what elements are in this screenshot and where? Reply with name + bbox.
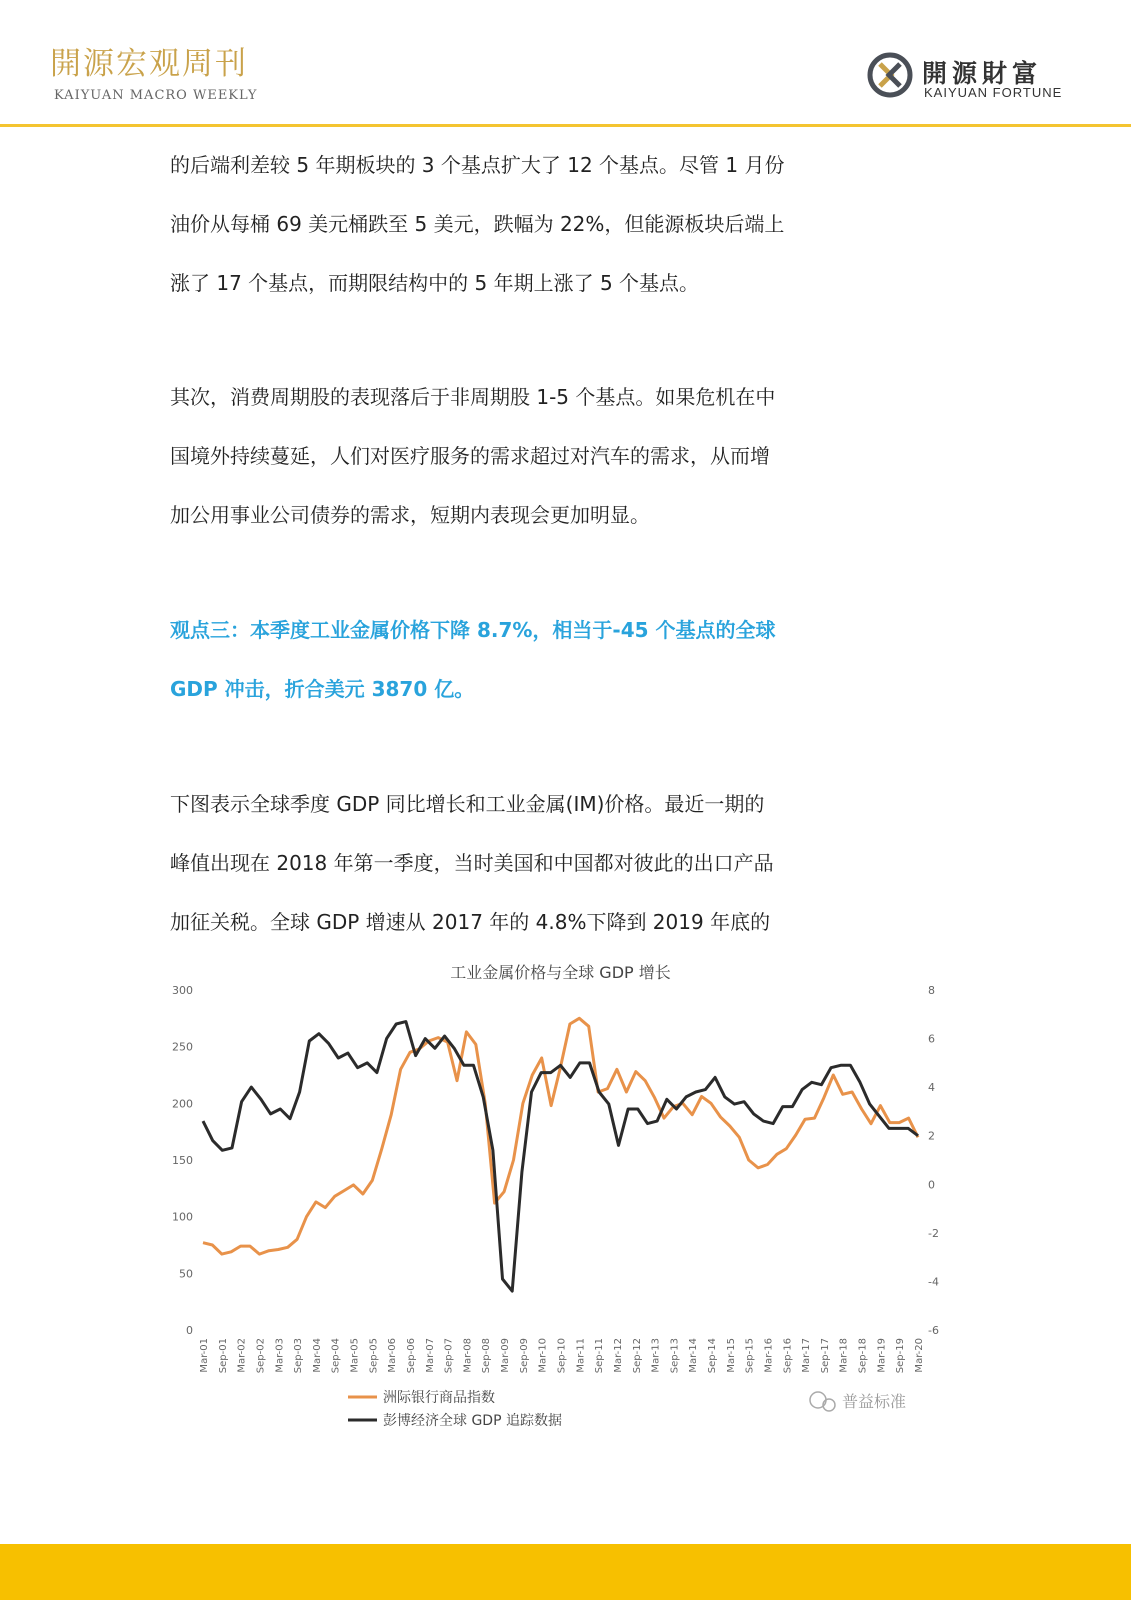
- x-tick-label: Sep-16: [782, 1338, 794, 1374]
- paragraph-line: 的后端利差较 5 年期板块的 3 个基点扩大了 12 个基点。尽管 1 月份: [170, 153, 785, 177]
- x-tick-label: Mar-05: [349, 1338, 361, 1373]
- page-header: [0, 0, 1131, 126]
- x-tick-label: Sep-05: [368, 1338, 380, 1374]
- x-tick-label: Mar-19: [876, 1338, 888, 1373]
- x-tick-label: Sep-01: [217, 1338, 229, 1374]
- x-tick-label: Sep-04: [330, 1338, 342, 1374]
- x-tick-label: Mar-15: [725, 1338, 737, 1373]
- paragraph-line: GDP 冲击，折合美元 3870 亿。: [170, 677, 475, 701]
- brand-name-en: KAIYUAN FORTUNE: [924, 85, 1063, 100]
- paragraph-line: 观点三：本季度工业金属价格下降 8.7%，相当于-45 个基点的全球: [170, 618, 776, 642]
- paragraph-line: 国境外持续蔓延，人们对医疗服务的需求超过对汽车的需求，从而增: [170, 444, 770, 468]
- x-tick-label: Sep-14: [707, 1338, 719, 1374]
- brand-logo: [867, 52, 1092, 102]
- x-tick-label: Mar-18: [838, 1338, 850, 1373]
- series-line: [203, 1018, 918, 1254]
- x-tick-label: Sep-13: [669, 1338, 681, 1374]
- brand-mark-icon: [867, 52, 913, 98]
- y-right-tick-label: 8: [928, 984, 935, 997]
- x-tick-label: Mar-16: [763, 1338, 775, 1373]
- x-tick-label: Sep-18: [857, 1338, 869, 1374]
- x-tick-label: Sep-10: [556, 1338, 568, 1374]
- body-paragraph: [170, 136, 957, 313]
- x-tick-label: Mar-12: [612, 1338, 624, 1373]
- body-paragraph: [170, 775, 957, 952]
- y-right-tick-label: 4: [928, 1081, 935, 1095]
- paragraph-line: 油价从每桶 69 美元桶跌至 5 美元，跌幅为 22%，但能源板块后端上: [170, 212, 785, 236]
- y-left-tick-label: 250: [172, 1040, 193, 1054]
- x-tick-label: Sep-07: [443, 1338, 455, 1374]
- watermark-text: 普益标准: [842, 1392, 907, 1411]
- y-left-tick-label: 300: [172, 984, 193, 997]
- y-right-tick-label: -2: [928, 1226, 939, 1240]
- x-tick-label: Sep-17: [819, 1338, 831, 1374]
- y-right-tick-label: -4: [928, 1275, 939, 1289]
- y-right-tick-label: 6: [928, 1032, 935, 1046]
- chart-canvas: [170, 960, 960, 1460]
- x-tick-label: Sep-09: [518, 1338, 530, 1374]
- publication-subtitle: KAIYUAN MACRO WEEKLY: [54, 88, 258, 103]
- paragraph-line: 涨了 17 个基点，而期限结构中的 5 年期上涨了 5 个基点。: [170, 271, 700, 295]
- y-left-tick-label: 0: [186, 1324, 193, 1337]
- x-tick-label: Mar-07: [424, 1338, 436, 1373]
- y-left-tick-label: 150: [172, 1154, 193, 1167]
- x-tick-label: Sep-02: [255, 1338, 267, 1374]
- y-right-tick-label: -6: [928, 1324, 939, 1337]
- x-tick-label: Mar-10: [537, 1338, 549, 1373]
- paragraph-line: 其次，消费周期股的表现落后于非周期股 1-5 个基点。如果危机在中: [170, 385, 776, 409]
- brand-name-cn: 開源財富: [922, 59, 1043, 88]
- y-right-tick-label: 2: [928, 1129, 935, 1143]
- x-tick-label: Mar-08: [462, 1338, 474, 1373]
- publication-title: 開源宏观周刊: [50, 46, 248, 82]
- x-tick-label: Mar-17: [801, 1338, 813, 1373]
- x-tick-label: Mar-11: [575, 1338, 587, 1373]
- metals-gdp-chart: [170, 960, 960, 1460]
- x-tick-label: Sep-19: [895, 1338, 907, 1374]
- x-tick-label: Mar-13: [650, 1338, 662, 1373]
- x-tick-label: Sep-11: [594, 1338, 606, 1374]
- x-tick-label: Sep-15: [744, 1338, 756, 1374]
- chart-title: 工业金属价格与全球 GDP 增长: [450, 963, 671, 982]
- header-divider: [0, 124, 1131, 127]
- x-tick-label: Sep-03: [293, 1338, 305, 1374]
- x-tick-label: Mar-01: [199, 1338, 210, 1373]
- body-paragraph: [170, 368, 957, 545]
- x-tick-label: Sep-08: [481, 1338, 493, 1374]
- y-left-tick-label: 100: [172, 1210, 193, 1224]
- paragraph-line: 加公用事业公司债券的需求，短期内表现会更加明显。: [170, 503, 650, 527]
- y-left-tick-label: 50: [179, 1267, 193, 1281]
- x-tick-label: Mar-03: [274, 1338, 286, 1373]
- x-tick-label: Sep-06: [405, 1338, 417, 1374]
- paragraph-line: 下图表示全球季度 GDP 同比增长和工业金属(IM)价格。最近一期的: [170, 792, 765, 816]
- paragraph-line: 加征关税。全球 GDP 增速从 2017 年的 4.8%下降到 2019 年底的: [170, 910, 771, 934]
- x-tick-label: Mar-06: [387, 1338, 399, 1373]
- y-right-tick-label: 0: [928, 1178, 935, 1192]
- footer-band: [0, 1544, 1131, 1600]
- x-tick-label: Mar-09: [500, 1338, 512, 1373]
- x-tick-label: Mar-20: [914, 1338, 925, 1373]
- paragraph-line: 峰值出现在 2018 年第一季度，当时美国和中国都对彼此的出口产品: [170, 851, 774, 875]
- legend-label: 彭博经济全球 GDP 追踪数据: [383, 1413, 562, 1429]
- x-tick-label: Mar-14: [688, 1338, 700, 1373]
- key-point-heading: [170, 601, 957, 719]
- x-tick-label: Mar-04: [311, 1338, 323, 1373]
- legend-label: 洲际银行商品指数: [383, 1390, 495, 1406]
- x-tick-label: Sep-12: [631, 1338, 643, 1374]
- y-left-tick-label: 200: [172, 1097, 193, 1111]
- x-tick-label: Mar-02: [236, 1338, 248, 1373]
